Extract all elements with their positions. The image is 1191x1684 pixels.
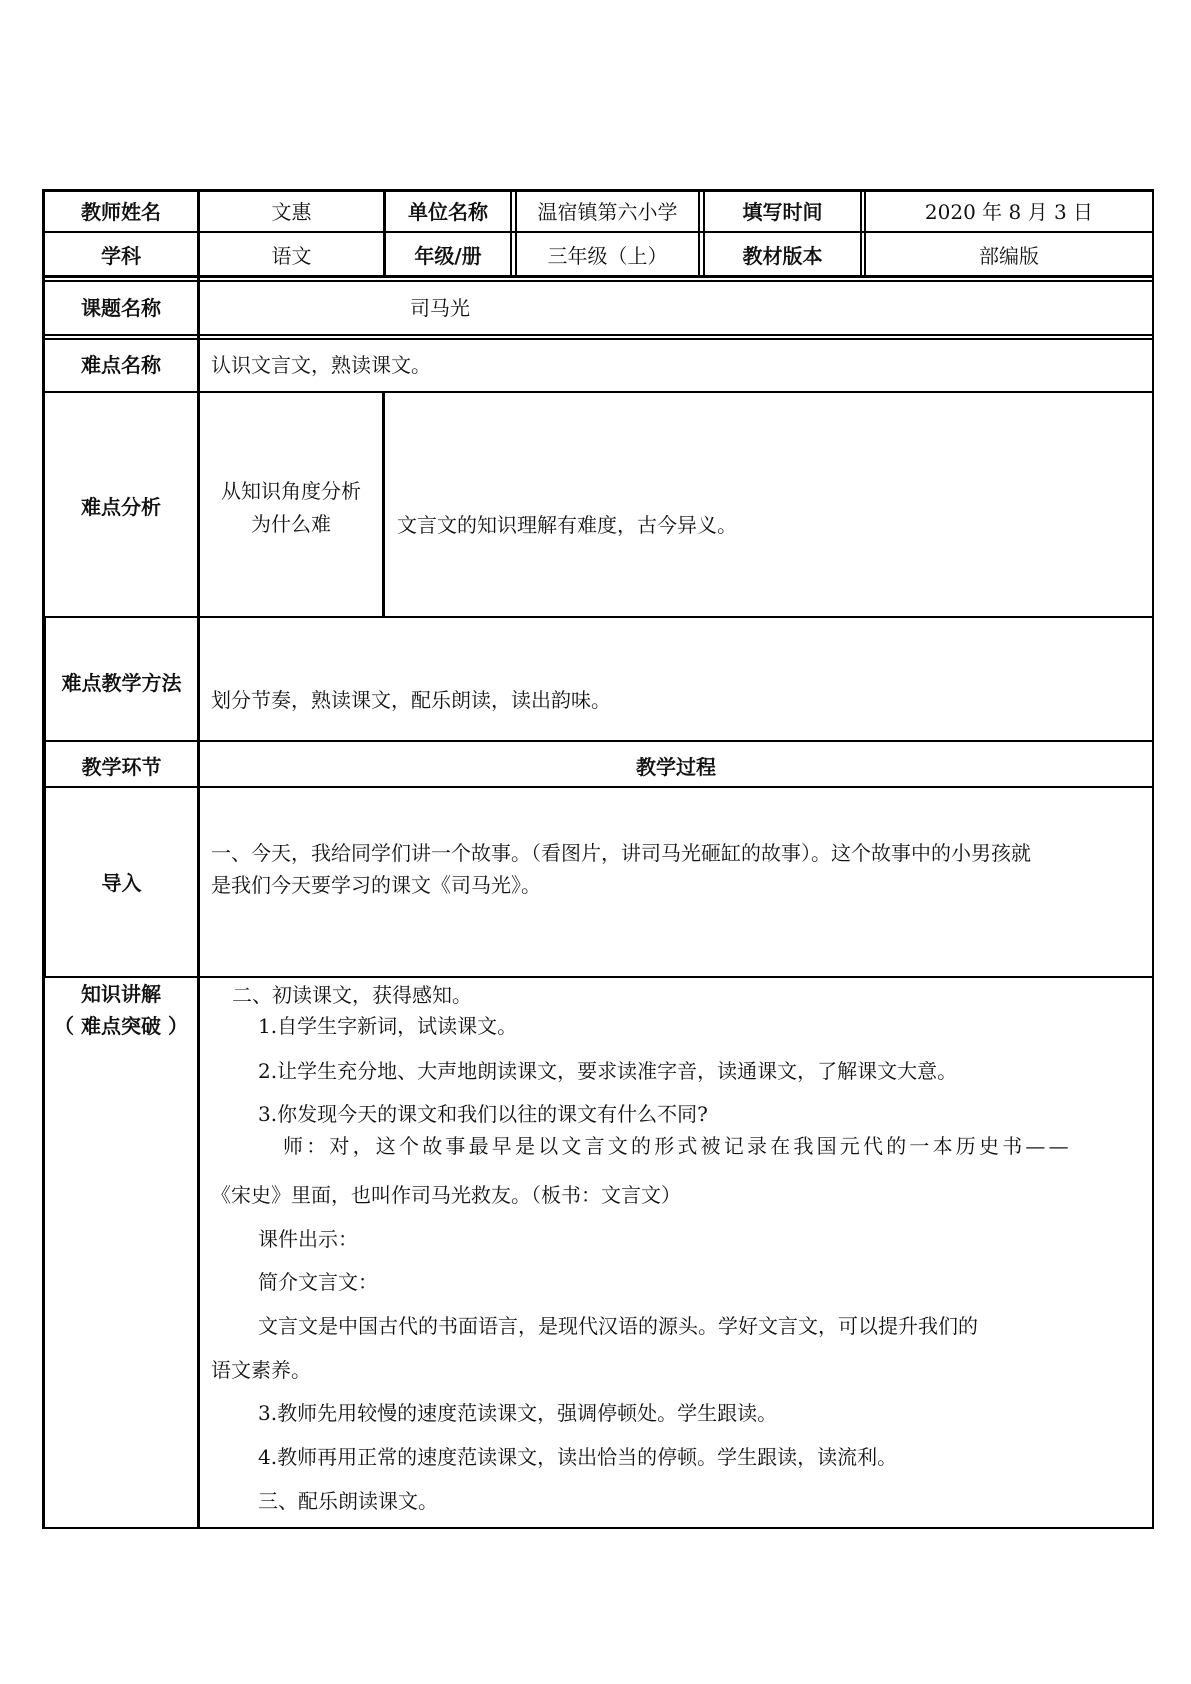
knowledge-line: 文言文是中国古代的书面语言，是现代汉语的源头。学好文言文，可以提升我们的 xyxy=(258,1314,978,1338)
topic-value: 司马光 xyxy=(410,296,470,320)
unit-name-value: 温宿镇第六小学 xyxy=(537,200,678,224)
fill-date-value: 2020 年 8 月 3 日 xyxy=(924,200,1094,224)
intro-line-2: 是我们今天要学习的课文《司马光》。 xyxy=(211,873,541,897)
knowledge-line: 2.让学生充分地、大声地朗读课文，要求读准字音，读通课文，了解课文大意。 xyxy=(258,1059,958,1083)
method-label: 难点教学方法 xyxy=(61,671,182,695)
analysis-sublabel-line1: 从知识角度分析 xyxy=(221,479,361,503)
subject-label: 学科 xyxy=(101,244,141,268)
method-value: 划分节奏，熟读课文，配乐朗读，读出韵味。 xyxy=(211,688,611,712)
knowledge-label-line2: （ 难点突破 ） xyxy=(54,1014,188,1038)
teacher-name-label: 教师姓名 xyxy=(81,200,161,224)
process-content-header: 教学过程 xyxy=(636,755,716,779)
knowledge-line: 二、初读课文，获得感知。 xyxy=(232,983,472,1007)
analysis-label: 难点分析 xyxy=(81,495,161,519)
knowledge-line: 语文素养。 xyxy=(211,1358,311,1382)
subject-value: 语文 xyxy=(271,244,312,268)
grade-value: 三年级（上） xyxy=(547,244,668,268)
knowledge-line: 3.教师先用较慢的速度范读课文，强调停顿处。学生跟读。 xyxy=(258,1401,778,1425)
knowledge-line: 3.你发现今天的课文和我们以往的课文有什么不同? xyxy=(258,1102,708,1126)
intro-label: 导入 xyxy=(101,871,142,895)
knowledge-line: 1.自学生字新词，试读课文。 xyxy=(258,1014,518,1038)
knowledge-line: 师：对，这个故事最早是以文言文的形式被记录在我国元代的一本历史书—— xyxy=(283,1134,1072,1158)
knowledge-line: 4.教师再用正常的速度范读课文，读出恰当的停顿。学生跟读，读流利。 xyxy=(258,1445,898,1469)
analysis-value: 文言文的知识理解有难度，古今异义。 xyxy=(397,513,737,537)
knowledge-line: 简介文言文： xyxy=(258,1270,378,1294)
difficulty-label: 难点名称 xyxy=(81,353,161,377)
knowledge-line: 课件出示： xyxy=(258,1227,358,1251)
edition-label: 教材版本 xyxy=(742,244,823,268)
difficulty-value: 认识文言文，熟读课文。 xyxy=(211,353,431,377)
fill-date-label: 填写时间 xyxy=(742,200,823,224)
unit-name-label: 单位名称 xyxy=(408,200,488,224)
intro-line-1: 一、今天，我给同学们讲一个故事。（看图片，讲司马光砸缸的故事）。这个故事中的小男孩就 xyxy=(211,841,1031,865)
analysis-sublabel-line2: 为什么难 xyxy=(251,512,331,536)
knowledge-line: 《宋史》里面，也叫作司马光救友。（板书：文言文） xyxy=(211,1183,681,1207)
knowledge-line: 三、配乐朗读课文。 xyxy=(258,1489,438,1513)
teacher-name-value: 文惠 xyxy=(271,200,312,224)
grade-label: 年级/册 xyxy=(414,244,482,268)
knowledge-label-line1: 知识讲解 xyxy=(81,982,161,1006)
topic-label: 课题名称 xyxy=(81,296,161,320)
edition-value: 部编版 xyxy=(979,244,1039,268)
process-step-header: 教学环节 xyxy=(81,755,162,779)
